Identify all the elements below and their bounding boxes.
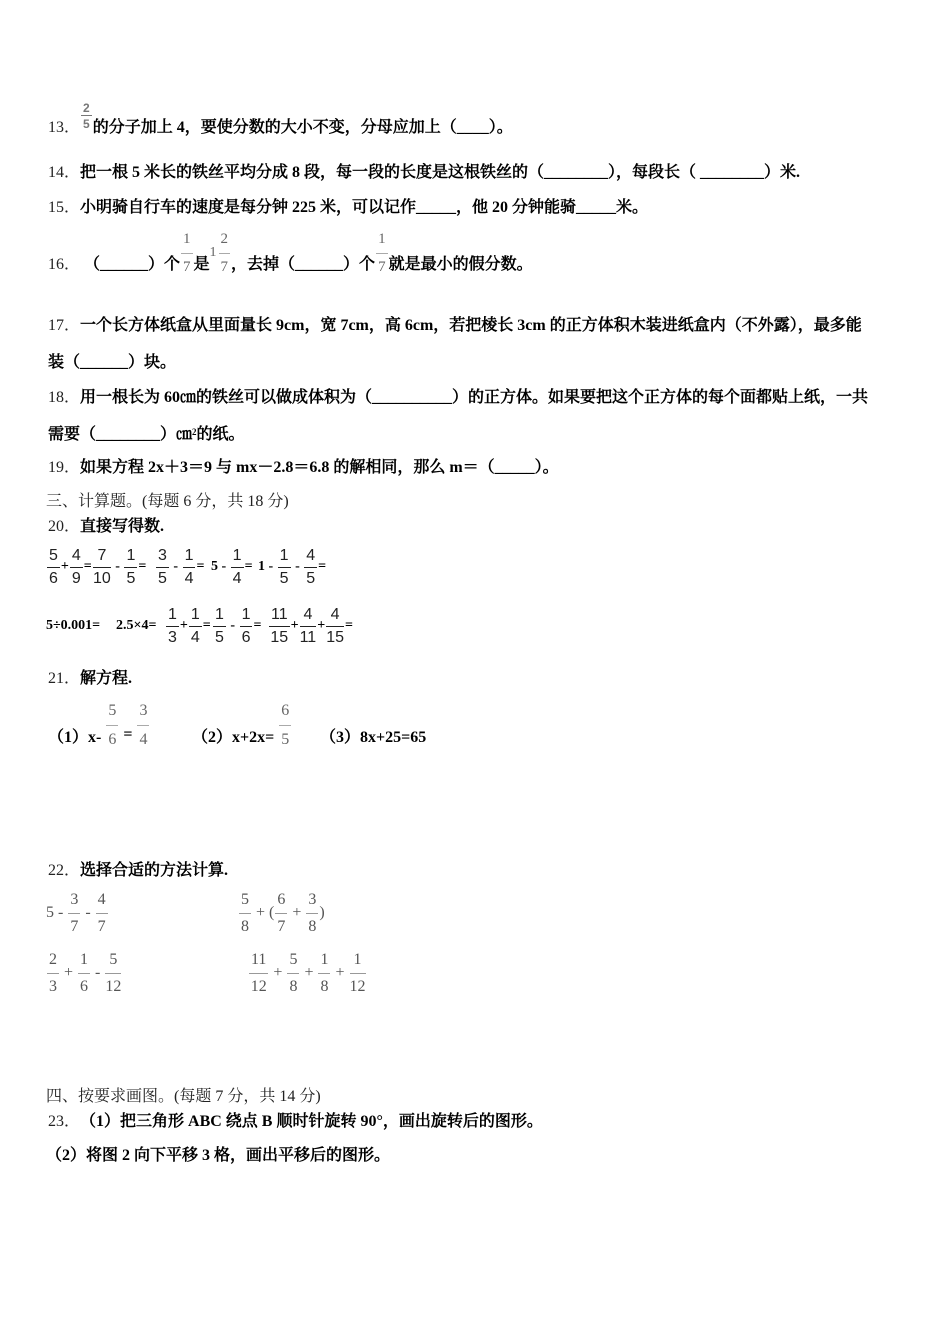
- question-18-line2-start: 需要（________）㎝: [48, 425, 193, 443]
- fraction-numerator: 2: [47, 952, 59, 974]
- expr-text: +: [269, 964, 287, 981]
- fraction-body: [239, 892, 251, 935]
- expr-text: 的分子加上 4，要使分数的大小不变，分母应加上（____）。: [92, 118, 513, 136]
- fraction-denominator: 4: [184, 569, 194, 587]
- fraction-numerator: 1: [183, 548, 196, 568]
- calc-expression: [46, 891, 109, 935]
- expr-text: ): [319, 904, 325, 921]
- fraction-denominator: 5: [279, 569, 289, 587]
- fraction-denominator: 15: [326, 628, 344, 646]
- fraction: [268, 607, 291, 646]
- fraction: [188, 607, 203, 646]
- fraction-body: [124, 548, 137, 587]
- calc-expression: [211, 545, 253, 589]
- fraction-numerator: 1: [189, 607, 202, 627]
- question-13-body: [80, 101, 513, 139]
- fraction-body: [213, 607, 226, 646]
- fraction-numerator: 6: [275, 892, 287, 914]
- fraction-body: [81, 102, 92, 130]
- fraction-numerator: 1: [376, 232, 388, 254]
- fraction-denominator: 7: [220, 258, 229, 275]
- fraction-numerator: 5: [287, 952, 299, 974]
- fraction-denominator: 5: [158, 569, 167, 587]
- fraction-body: [156, 548, 169, 587]
- calc-expression: [92, 545, 146, 589]
- expr-text: 2.5×4=: [116, 618, 157, 633]
- fraction: [278, 703, 292, 748]
- expr-text: =: [202, 618, 211, 633]
- expr-text: （______）个: [80, 255, 181, 273]
- calc-expression: [248, 951, 367, 995]
- fraction-numerator: 3: [306, 892, 318, 914]
- fraction-numerator: 1: [166, 607, 179, 627]
- fraction: [325, 607, 345, 646]
- fraction: [349, 952, 367, 995]
- equation: [48, 701, 150, 757]
- fraction: [155, 548, 170, 587]
- expr-text: +: [60, 964, 78, 981]
- fraction-denominator: 6: [49, 569, 58, 587]
- expr-text: =: [83, 559, 92, 574]
- fraction-denominator: 5: [306, 569, 316, 587]
- fraction-body: [181, 232, 193, 275]
- fraction-numerator: 3: [137, 703, 149, 726]
- fraction: [104, 952, 122, 995]
- superscript: 2: [192, 427, 197, 437]
- fraction-denominator: 7: [70, 917, 79, 935]
- fraction-body: [47, 952, 59, 995]
- expr-text: +: [179, 618, 188, 633]
- expr-text: -: [81, 904, 95, 921]
- fraction-numerator: 6: [279, 703, 291, 726]
- fraction: [105, 703, 119, 748]
- fraction-denominator: 3: [49, 977, 57, 995]
- fraction-denominator: 5: [83, 117, 90, 131]
- fraction-numerator: 1: [278, 548, 291, 568]
- fraction-body: [279, 703, 291, 748]
- equation: [320, 713, 426, 757]
- equation: [192, 701, 292, 757]
- fraction: [303, 548, 318, 587]
- fraction-body: [350, 952, 366, 995]
- fraction-denominator: 12: [105, 977, 122, 995]
- question-23-continued: [46, 1131, 390, 1175]
- fraction-body: [106, 703, 118, 748]
- fraction-body: [278, 548, 291, 587]
- expr-text: =: [196, 559, 205, 574]
- fraction-denominator: 7: [378, 258, 386, 275]
- fraction-body: [269, 607, 290, 646]
- fraction-body: [96, 892, 108, 935]
- expr-text: -: [169, 559, 182, 574]
- question-number: 13．: [48, 118, 81, 136]
- fraction-numerator: 1: [213, 607, 226, 627]
- calc-row-1: [0, 545, 950, 589]
- fraction-denominator: 6: [108, 730, 117, 748]
- fraction-numerator: 11: [249, 952, 268, 974]
- question-17-line1: 一个长方体纸盒从里面量长 9cm，宽 7cm，高 6cm，若把棱长 3cm 的正方体积木装进纸盒内（不外露），最多能: [80, 316, 862, 334]
- fraction-denominator: 7: [97, 917, 106, 935]
- question-23-part2: （2）将图 2 向下平移 3 格，画出平移后的图形。: [46, 1146, 391, 1164]
- fraction-body: [47, 548, 60, 587]
- fraction-body: [189, 607, 202, 646]
- fraction: [305, 892, 319, 935]
- question-number: 20．: [48, 517, 81, 535]
- fraction-denominator: 6: [241, 628, 251, 646]
- fraction-body: [287, 952, 299, 995]
- fraction-denominator: 9: [71, 569, 81, 587]
- fraction-denominator: 8: [289, 977, 298, 995]
- expr-text: 就是最小的假分数。: [388, 255, 533, 273]
- expr-text: 5 -: [211, 559, 230, 574]
- fraction-denominator: 8: [308, 917, 317, 935]
- fraction: [46, 548, 61, 587]
- fraction: [299, 607, 318, 646]
- fraction-numerator: 4: [96, 892, 108, 914]
- expr-text: =: [244, 559, 253, 574]
- question-16-body: [80, 230, 533, 284]
- expr-text: -: [111, 559, 124, 574]
- question-18-line1: 用一根长为 60㎝的铁丝可以做成体积为（__________）的正方体。如果要把这个正方体的每个面都贴上纸，一共: [80, 388, 869, 406]
- fraction-numerator: 1: [318, 952, 330, 974]
- question-21: [48, 654, 132, 698]
- fraction: [230, 548, 245, 587]
- expr-text: （1）x-: [48, 728, 106, 746]
- fraction-body: [137, 703, 149, 748]
- expr-text: -: [226, 618, 239, 633]
- calc-expression: [258, 545, 326, 589]
- expr-text: 1 -: [258, 559, 277, 574]
- fraction: [92, 548, 112, 587]
- fraction: [375, 232, 389, 275]
- fraction: [165, 607, 180, 646]
- fraction-body: [78, 952, 90, 995]
- question-22-title: 选择合适的方法计算.: [80, 861, 229, 879]
- calc-expression: [268, 604, 353, 648]
- expr-text: + (: [252, 904, 275, 921]
- expr-text: +: [300, 964, 318, 981]
- fraction-denominator: 12: [250, 977, 267, 995]
- fraction-numerator: 7: [93, 548, 111, 568]
- fraction: [180, 232, 194, 275]
- fraction-denominator: 7: [277, 917, 286, 935]
- expr-text: =: [318, 559, 327, 574]
- question-number: 16．: [48, 255, 81, 273]
- fraction-body: [105, 952, 121, 995]
- calc-expression: [238, 891, 325, 935]
- fraction: [277, 548, 292, 587]
- fraction-body: [275, 892, 287, 935]
- fraction-numerator: 2: [83, 101, 90, 115]
- fraction-denominator: 4: [139, 730, 148, 748]
- fraction: [248, 952, 269, 995]
- expr-text: +: [290, 618, 299, 633]
- question-number: 18．: [48, 388, 81, 406]
- question-number: 19．: [48, 458, 81, 476]
- fraction-denominator: 15: [270, 628, 289, 646]
- fraction: [77, 952, 91, 995]
- question-number: 23．: [48, 1112, 81, 1130]
- fraction-denominator: 5: [281, 730, 290, 748]
- expr-text: +: [288, 904, 306, 921]
- fraction-denominator: 8: [320, 977, 329, 995]
- question-number: 22．: [48, 861, 81, 879]
- fraction: [274, 892, 288, 935]
- fraction-numerator: 5: [239, 892, 251, 914]
- fraction-denominator: 8: [241, 917, 249, 935]
- expr-text: （2）x+2x=: [192, 728, 279, 746]
- expr-text: +: [331, 964, 349, 981]
- fraction-denominator: 12: [349, 977, 366, 995]
- fraction-body: [70, 548, 83, 587]
- fraction-body: [304, 548, 317, 587]
- question-14-text: 把一根 5 米长的铁丝平均分成 8 段，每一段的长度是这根铁丝的（________），每段长（ ________）米.: [80, 163, 801, 181]
- question-20-title: 直接写得数.: [80, 517, 165, 535]
- fraction-denominator: 4: [190, 628, 200, 646]
- calc-expression: [116, 604, 156, 648]
- question-22: [48, 846, 228, 890]
- expr-text: 是: [193, 255, 210, 273]
- expr-text: -: [291, 559, 304, 574]
- expr-text: =: [253, 618, 262, 633]
- question-23-part1: （1）把三角形 ABC 绕点 B 顺时针旋转 90°，画出旋转后的图形。: [80, 1112, 543, 1130]
- question-number: 21．: [48, 669, 81, 687]
- calc-expression: [165, 604, 211, 648]
- method-calc-row-1: [0, 891, 950, 935]
- calc-expression: [46, 604, 100, 648]
- fraction-denominator: 6: [80, 977, 89, 995]
- fraction-body: [231, 548, 244, 587]
- fraction-denominator: 5: [215, 628, 224, 646]
- question-15: [48, 183, 648, 227]
- fraction-body: [240, 607, 253, 646]
- question-17-line2: 装（______）块。: [48, 353, 177, 371]
- expr-text: +: [317, 618, 326, 633]
- fraction: [286, 952, 300, 995]
- fraction: [182, 548, 197, 587]
- fraction-numerator: 4: [300, 607, 317, 627]
- fraction-body: [93, 548, 111, 587]
- fraction-numerator: 11: [269, 607, 290, 627]
- expr-text: （3）8x+25=65: [320, 728, 427, 746]
- fraction: [95, 892, 109, 935]
- method-calc-row-2: [0, 951, 950, 995]
- fraction-numerator: 5: [105, 952, 121, 974]
- fraction: [69, 548, 84, 587]
- fraction: [46, 952, 60, 995]
- question-number: 15．: [48, 198, 81, 216]
- fraction-body: [318, 952, 330, 995]
- expr-text: =: [138, 559, 147, 574]
- fraction-body: [306, 892, 318, 935]
- fraction-body: [249, 952, 268, 995]
- fraction-body: [219, 232, 231, 275]
- question-number: 17．: [48, 316, 81, 334]
- fraction-denominator: 11: [299, 628, 317, 646]
- fraction: [212, 607, 227, 646]
- section-4-title: 四、按要求画图。(每题 7 分，共 14 分): [46, 1087, 321, 1105]
- equation-row: [0, 701, 950, 757]
- fraction-numerator: 1: [124, 548, 137, 568]
- fraction-denominator: 7: [183, 258, 191, 275]
- expr-text: 5 -: [46, 904, 68, 921]
- fraction-body: [183, 548, 196, 587]
- fraction: [239, 607, 254, 646]
- calc-row-2: [0, 604, 950, 648]
- fraction-numerator: 4: [70, 548, 83, 568]
- expr-text: +: [60, 559, 69, 574]
- fraction-numerator: 4: [326, 607, 344, 627]
- fraction-body: [166, 607, 179, 646]
- expr-text: 5÷0.001=: [46, 618, 101, 633]
- question-16: [48, 230, 533, 284]
- expr-text: =: [344, 618, 353, 633]
- question-18-line2-end: 的纸。: [196, 425, 245, 443]
- fraction-numerator: 1: [181, 232, 193, 254]
- fraction-denominator: 4: [232, 569, 242, 587]
- fraction-body: [68, 892, 80, 935]
- question-20: [48, 502, 164, 546]
- fraction-numerator: 2: [219, 232, 231, 254]
- calc-expression: [155, 545, 204, 589]
- fraction-numerator: 3: [68, 892, 80, 914]
- fraction: [67, 892, 81, 935]
- calc-expression: [212, 604, 261, 648]
- fraction-denominator: 10: [93, 569, 111, 587]
- expr-text: -: [91, 964, 105, 981]
- fraction-numerator: 1: [231, 548, 244, 568]
- fraction-numerator: 1: [78, 952, 90, 974]
- fraction-body: [376, 232, 388, 275]
- fraction: [210, 232, 232, 275]
- section-3-title: 三、计算题。(每题 6 分，共 18 分): [46, 492, 289, 510]
- question-21-title: 解方程.: [80, 669, 133, 687]
- fraction: [238, 892, 252, 935]
- fraction-numerator: 1: [350, 952, 366, 974]
- fraction-denominator: 5: [126, 569, 136, 587]
- question-number: 14．: [48, 163, 81, 181]
- fraction-numerator: 3: [156, 548, 169, 568]
- fraction-whole: 1: [209, 245, 217, 260]
- fraction-numerator: 5: [47, 548, 60, 568]
- question-13: [48, 103, 513, 147]
- fraction: [136, 703, 150, 748]
- fraction: [123, 548, 138, 587]
- fraction: [80, 102, 93, 130]
- expr-text: ，去掉（______）个: [231, 255, 376, 273]
- calc-expression: [46, 545, 92, 589]
- fraction-numerator: 4: [304, 548, 317, 568]
- fraction-numerator: 1: [240, 607, 253, 627]
- question-19-text: 如果方程 2x＋3＝9 与 mx－2.8＝6.8 的解相同，那么 m＝（_____）。: [80, 458, 559, 476]
- fraction-body: [326, 607, 344, 646]
- expr-text: =: [119, 726, 137, 743]
- fraction: [317, 952, 331, 995]
- calc-expression: [46, 951, 122, 995]
- fraction-denominator: 3: [168, 628, 177, 646]
- fraction-numerator: 5: [106, 703, 118, 726]
- fraction-body: [300, 607, 317, 646]
- question-15-text: 小明骑自行车的速度是每分钟 225 米，可以记作_____，他 20 分钟能骑_____米。: [80, 198, 649, 216]
